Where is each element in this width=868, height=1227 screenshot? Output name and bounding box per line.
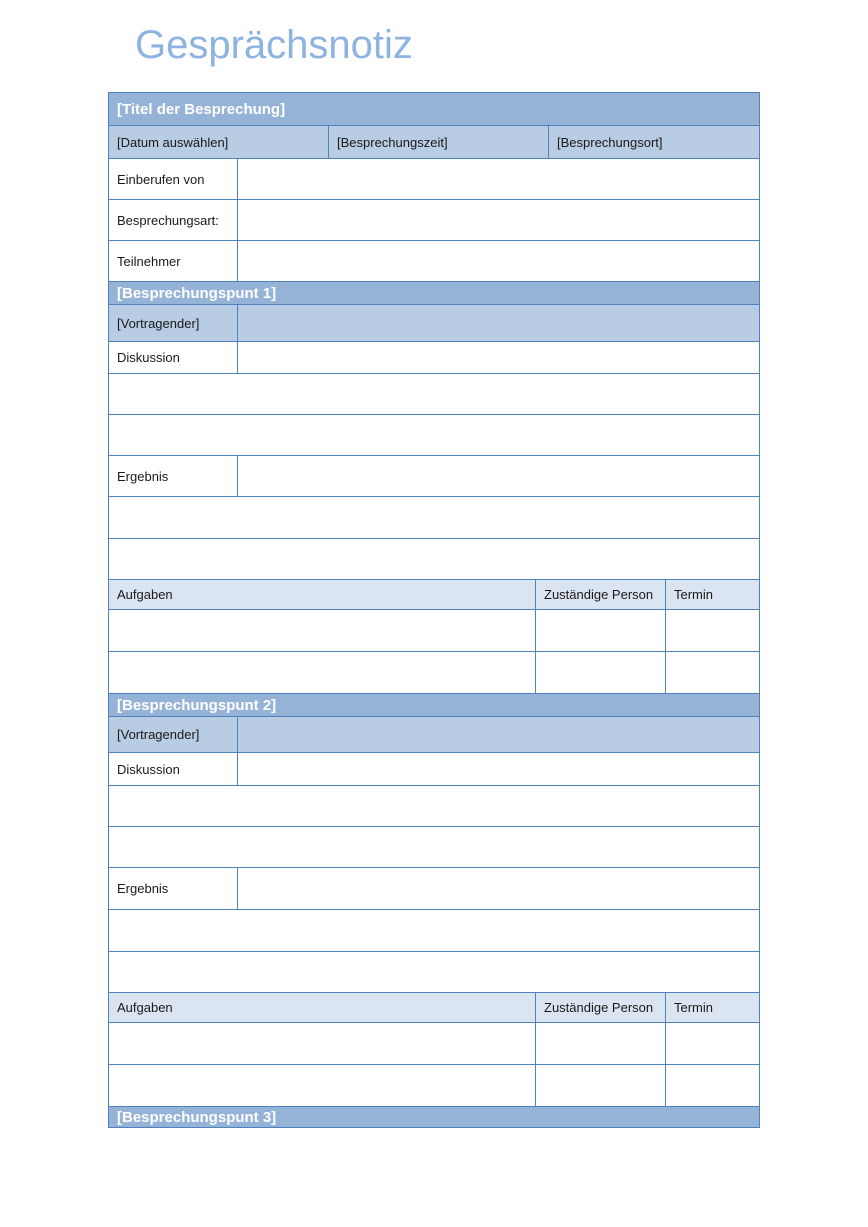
section2-responsible-label: Zuständige Person: [536, 993, 666, 1023]
section1-task2-person-cell[interactable]: [536, 652, 666, 694]
section2-discussion-label: Diskussion: [109, 753, 238, 786]
section1-discussion-extra-cell-1[interactable]: [109, 374, 760, 415]
section2-discussion-row: [109, 753, 760, 786]
section2-result-extra-cell-2[interactable]: [109, 952, 760, 993]
section2-result-label: Ergebnis: [109, 868, 238, 910]
section1-discussion-extra-row-2: [109, 415, 760, 456]
section1-responsible-label: Zuständige Person: [536, 580, 666, 610]
section3-header-placeholder[interactable]: [Besprechungspunt 3]: [109, 1107, 760, 1128]
page-title: Gesprächsnotiz: [135, 23, 413, 67]
section2-discussion-value-cell[interactable]: [238, 753, 760, 786]
section1-presenter-row: [109, 305, 760, 342]
section2-task-row-2: [109, 1065, 760, 1107]
section2-result-extra-row-2: [109, 952, 760, 993]
section1-task2-due-cell[interactable]: [666, 652, 760, 694]
section1-presenter-placeholder[interactable]: [Vortragender]: [109, 305, 238, 342]
section1-due-label: Termin: [666, 580, 760, 610]
section2-task1-due-cell[interactable]: [666, 1023, 760, 1065]
section1-task1-task-cell[interactable]: [109, 610, 536, 652]
meeting-type-row: [109, 200, 760, 241]
section2-discussion-extra-cell-2[interactable]: [109, 827, 760, 868]
called-by-row: [109, 159, 760, 200]
section1-task-row-1: [109, 610, 760, 652]
section2-tasks-header-row: [109, 993, 760, 1023]
section2-result-extra-cell-1[interactable]: [109, 910, 760, 952]
section1-result-extra-cell-2[interactable]: [109, 539, 760, 580]
section1-result-label: Ergebnis: [109, 456, 238, 497]
section1-discussion-value-cell[interactable]: [238, 342, 760, 374]
section2-task2-task-cell[interactable]: [109, 1065, 536, 1107]
meeting-when-where-row: [109, 126, 760, 159]
section2-discussion-extra-cell-1[interactable]: [109, 786, 760, 827]
section1-header-placeholder[interactable]: [Besprechungspunt 1]: [109, 282, 760, 305]
section2-result-extra-row-1: [109, 910, 760, 952]
called-by-value-cell[interactable]: [238, 159, 760, 200]
section1-task1-due-cell[interactable]: [666, 610, 760, 652]
section2-task-row-1: [109, 1023, 760, 1065]
section1-task1-person-cell[interactable]: [536, 610, 666, 652]
section2-task2-person-cell[interactable]: [536, 1065, 666, 1107]
section1-discussion-extra-cell-2[interactable]: [109, 415, 760, 456]
section2-header-placeholder[interactable]: [Besprechungspunt 2]: [109, 694, 760, 717]
section1-task-row-2: [109, 652, 760, 694]
meeting-notes-table: [108, 92, 760, 1128]
section1-result-extra-row-1: [109, 497, 760, 539]
section2-presenter-value-cell[interactable]: [238, 717, 760, 753]
section1-task2-task-cell[interactable]: [109, 652, 536, 694]
section2-presenter-placeholder[interactable]: [Vortragender]: [109, 717, 238, 753]
section1-result-extra-row-2: [109, 539, 760, 580]
section2-task2-due-cell[interactable]: [666, 1065, 760, 1107]
section2-due-label: Termin: [666, 993, 760, 1023]
date-placeholder[interactable]: [Datum auswählen]: [109, 126, 329, 159]
section1-header-row: [109, 282, 760, 305]
section2-result-row: [109, 868, 760, 910]
section1-tasks-label: Aufgaben: [109, 580, 536, 610]
section2-header-row: [109, 694, 760, 717]
location-placeholder[interactable]: [Besprechungsort]: [549, 126, 760, 159]
participants-label: Teilnehmer: [109, 241, 238, 282]
section1-discussion-row: [109, 342, 760, 374]
section2-tasks-label: Aufgaben: [109, 993, 536, 1023]
called-by-label: Einberufen von: [109, 159, 238, 200]
section2-task1-person-cell[interactable]: [536, 1023, 666, 1065]
meeting-title-row: [109, 93, 760, 126]
section3-header-row: [109, 1107, 760, 1128]
section2-discussion-extra-row-1: [109, 786, 760, 827]
participants-row: [109, 241, 760, 282]
section1-discussion-extra-row-1: [109, 374, 760, 415]
section2-task1-task-cell[interactable]: [109, 1023, 536, 1065]
section1-result-value-cell[interactable]: [238, 456, 760, 497]
meeting-type-value-cell[interactable]: [238, 200, 760, 241]
section1-result-extra-cell-1[interactable]: [109, 497, 760, 539]
time-placeholder[interactable]: [Besprechungszeit]: [329, 126, 549, 159]
participants-value-cell[interactable]: [238, 241, 760, 282]
section1-tasks-header-row: [109, 580, 760, 610]
section2-result-value-cell[interactable]: [238, 868, 760, 910]
meeting-title-placeholder[interactable]: [Titel der Besprechung]: [109, 93, 760, 126]
section1-result-row: [109, 456, 760, 497]
section1-discussion-label: Diskussion: [109, 342, 238, 374]
section2-discussion-extra-row-2: [109, 827, 760, 868]
section1-presenter-value-cell[interactable]: [238, 305, 760, 342]
section2-presenter-row: [109, 717, 760, 753]
meeting-type-label: Besprechungsart:: [109, 200, 238, 241]
